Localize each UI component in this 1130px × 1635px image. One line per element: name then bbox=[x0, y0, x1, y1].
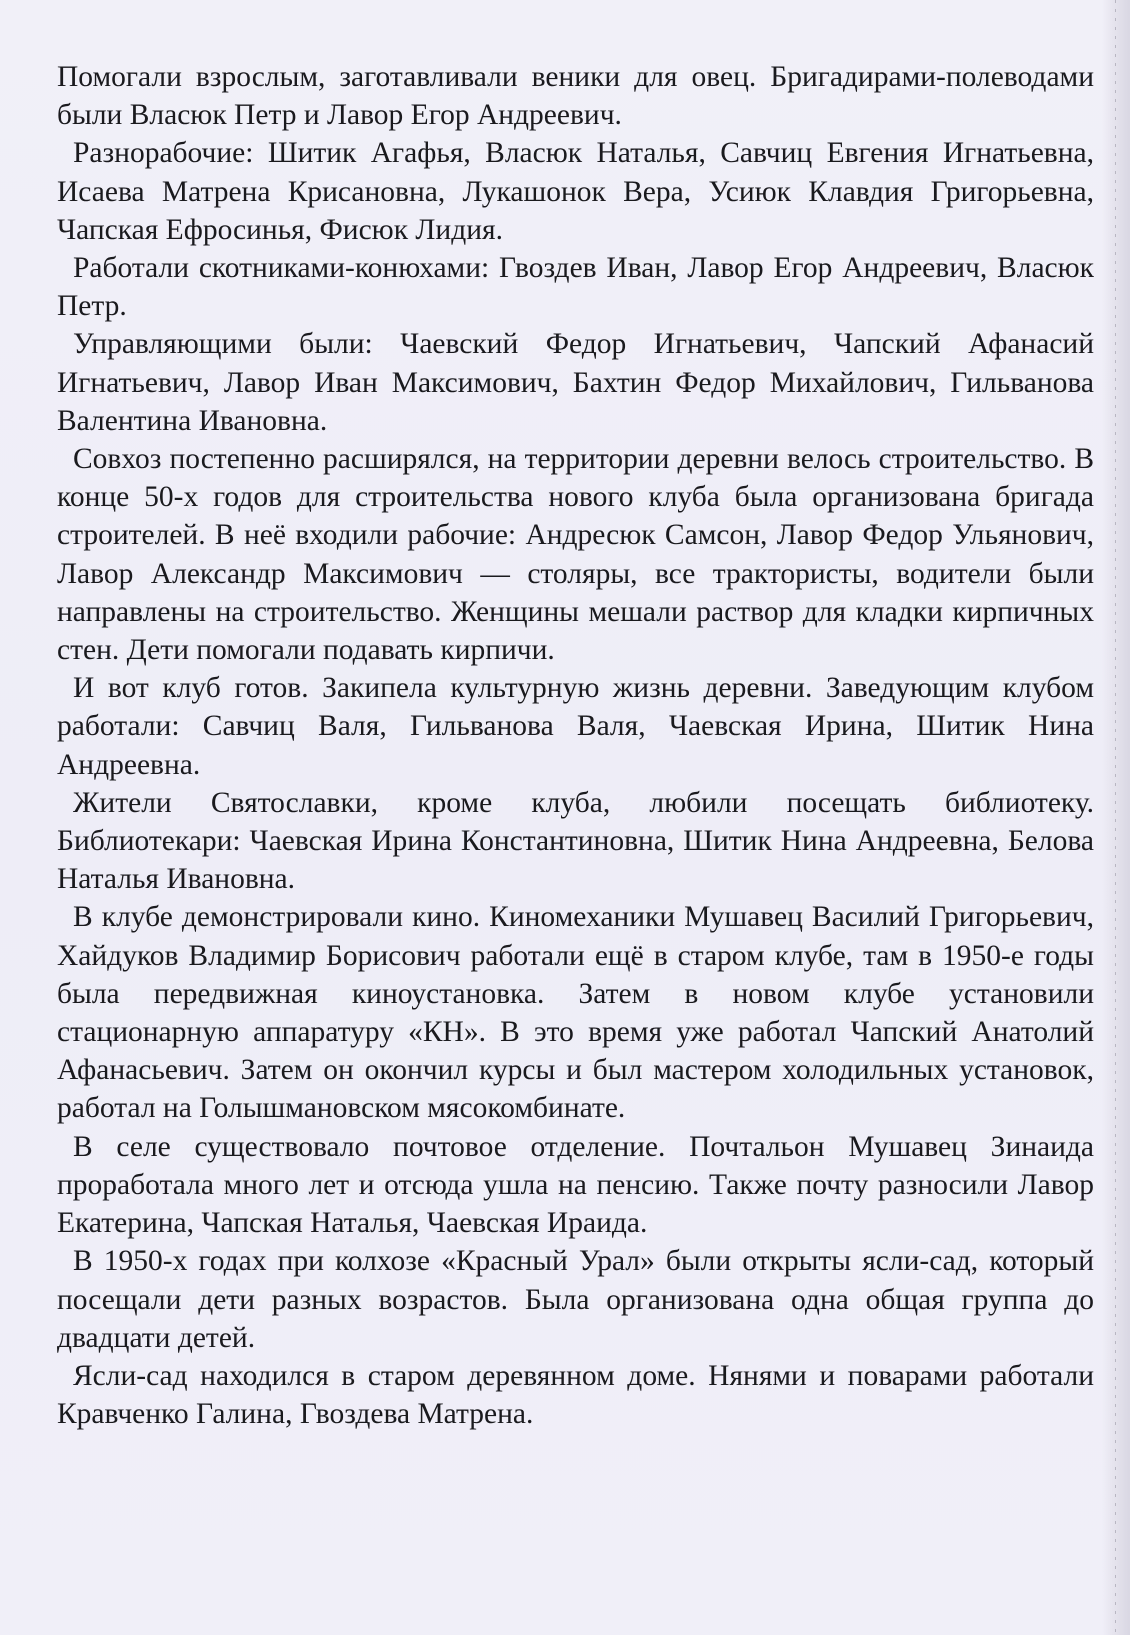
paragraph: Разнорабочие: Шитик Агафья, Власюк Наталья, Савчиц Евгения Игнатьевна, Исаева Матрена Крисановна, Лукашонок Вера, Усиюк Клавдия Григорьевна, Чапская Ефросинья, Фисюк Лидия. bbox=[57, 137, 1094, 246]
body-text bbox=[57, 58, 1094, 1433]
binding-perforation bbox=[1115, 0, 1116, 1635]
paragraph: Жители Святославки, кроме клуба, любили посещать библиотеку. Библиотекари: Чаевская Ирина Константиновна, Шитик Нина Андреевна, Белова Наталья Ивановна. bbox=[57, 786, 1094, 896]
paragraph: Ясли-сад находился в старом деревянном доме. Нянями и поварами работали Кравченко Галина, Гвоздева Матрена. bbox=[57, 1359, 1094, 1431]
paragraph: В клубе демонстрировали кино. Киномеханики Мушавец Василий Григорьевич, Хайдуков Владимир Борисович работали ещё в старом клубе, там в 1950-е годы была передвижная киноустановка. Затем в новом клубе установили стационарную аппаратуру «КН». В это время уже работал Чапский Анатолий Афанасьевич. Затем он окончил курсы и был мастером холодильных установок, работал на Голышмановском мясокомбинате. bbox=[57, 901, 1094, 1125]
paragraph: В селе существовало почтовое отделение. Почтальон Мушавец Зинаида проработала много лет и отсюда ушла на пенсию. Также почту разносили Лавор Екатерина, Чапская Наталья, Чаевская Ираида. bbox=[57, 1130, 1094, 1240]
paragraph: И вот клуб готов. Закипела культурную жизнь деревни. Заведующим клубом работали: Савчиц Валя, Гильванова Валя, Чаевская Ирина, Шитик Нина Андреевна. bbox=[57, 672, 1094, 781]
page-edge-shadow bbox=[1102, 0, 1130, 1635]
paragraph: Управляющими были: Чаевский Федор Игнатьевич, Чапский Афанасий Игнатьевич, Лавор Иван Максимович, Бахтин Федор Михайлович, Гильванова Валентина Ивановна. bbox=[57, 328, 1094, 437]
paragraph: Работали скотниками-конюхами: Гвоздев Иван, Лавор Егор Андреевич, Власюк Петр. bbox=[57, 252, 1094, 323]
paragraph: В 1950-х годах при колхозе «Красный Урал» были открыты ясли-сад, который посещали дети разных возрастов. Была организована одна общая группа до двадцати детей. bbox=[57, 1245, 1094, 1354]
paragraph: Совхоз постепенно расширялся, на территории деревни велось строительство. В конце 50-х годов для строительства нового клуба была организована бригада строителей. В неё входили рабочие: Андресюк Самсон, Лавор Федор Ульянович, Лавор Александр Максимович — столяры, все трактористы, водители были направлены на строительство. Женщины мешали раствор для кладки кирпичных стен. Дети помогали подавать кирпичи. bbox=[57, 443, 1094, 667]
paragraph: Помогали взрослым, заготавливали веники для овец. Бригадирами-полеводами были Власюк Петр и Лавор Егор Андреевич. bbox=[57, 61, 1094, 132]
